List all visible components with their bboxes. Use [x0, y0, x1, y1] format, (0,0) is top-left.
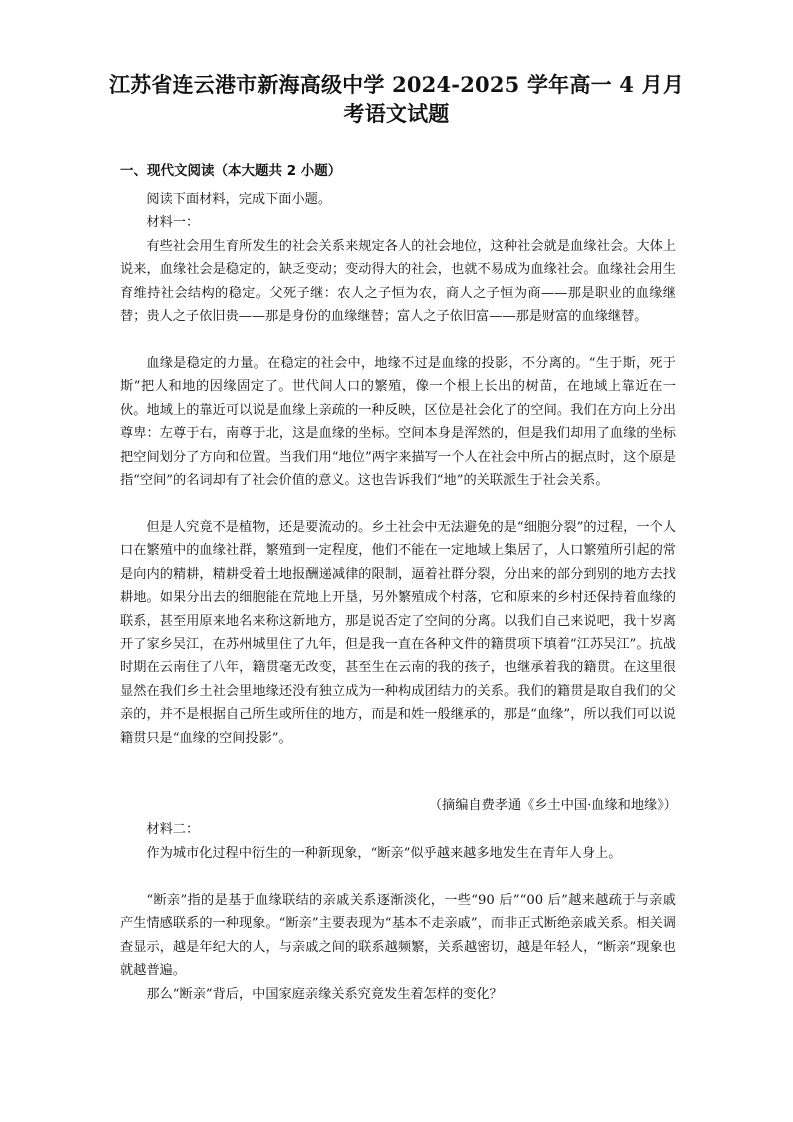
material-1-source: （摘编自费孝通《乡土中国·血缘和地缘》）: [428, 798, 677, 813]
material-2-paragraph-2: “断亲”指的是基于血缘联结的亲戚关系逐渐淡化，一些“90 后”“00 后”越来越疏于与亲戚产生情感联系的一种现象。“断亲”主要表现为“基本不走亲戚”，而非正式断绝亲戚关系。相关调查显示，越是年纪大的人，与亲戚之间的联系越频繁，关系越密切，越是年轻人，“断亲”现象也就越普遍。: [120, 893, 676, 979]
material-2-label: 材料二：: [146, 822, 200, 837]
exam-title-line-2: 考语文试题: [343, 101, 450, 126]
section-heading: 一、现代文阅读（本大题共 2 小题）: [120, 163, 342, 179]
material-1-paragraph-2: 血缘是稳定的力量。在稳定的社会中，地缘不过是血缘的投影，不分离的。“生于斯，死于斯”把人和地的因缘固定了。世代间人口的繁殖，像一个根上长出的树苗，在地域上靠近在一伙。地域上的靠近可以说是血缘上亲疏的一种反映，区位是社会化了的空间。我们在方向上分出尊卑：左尊于右，南尊于北，这是血缘的坐标。空间本身是浑然的，但是我们却用了血缘的坐标把空间划分了方向和位置。当我们用“地位”两字来描写一个人在社会中所占的据点时，这个原是指“空间”的名词却有了社会价值的意义。这也告诉我们“地”的关联派生于社会关系。: [120, 356, 676, 489]
material-1-paragraph-1: 有些社会用生育所发生的社会关系来规定各人的社会地位，这种社会就是血缘社会。大体上说来，血缘社会是稳定的，缺乏变动；变动得大的社会，也就不易成为血缘社会。血缘社会用生育维持社会结构的稳定。父死子继：农人之子恒为农，商人之子恒为商——那是职业的血缘继替；贵人之子依旧贵——那是身份的血缘继替；富人之子依旧富——那是财富的血缘继替。: [120, 239, 676, 325]
exam-title-line-1: 江苏省连云港市新海高级中学 2024-2025 学年高一 4 月月: [108, 72, 685, 97]
material-2-paragraph-1: 作为城市化过程中衍生的一种新现象，“断亲”似乎越来越多地发生在青年人身上。: [146, 846, 622, 861]
material-1-paragraph-3: 但是人究竟不是植物，还是要流动的。乡土社会中无法避免的是“细胞分裂”的过程，一个人口在繁殖中的血缘社群，繁殖到一定程度，他们不能在一定地域上集居了，人口繁殖所引起的常是向内的精耕，精耕受着土地报酬递减律的限制，逼着社群分裂，分出来的部分到别的地方去找耕地。如果分出去的细胞能在荒地上开垦，另外繁殖成个村落，它和原来的乡村还保持着血缘的联系，甚至用原来地名来称这新地方，那是说否定了空间的分离。以我们自己来说吧，我十岁离开了家乡吴江，在苏州城里住了九年，但是我一直在各种文件的籍贯项下填着“江苏吴江”。抗战时期在云南住了八年，籍贯毫无改变，甚至生在云南的我的孩子，也继承着我的籍贯。在这里很显然在我们乡土社会里地缘还没有独立成为一种构成团结力的关系。我们的籍贯是取自我们的父亲的，并不是根据自己所生或所住的地方，而是和姓一般继承的，那是“血缘”，所以我们可以说籍贯只是“血缘的空间投影”。: [120, 520, 676, 746]
reading-instruction: 阅读下面材料，完成下面小题。: [146, 192, 332, 207]
material-2-paragraph-3: 那么“断亲”背后，中国家庭亲缘关系究竟发生着怎样的变化？: [146, 987, 503, 1002]
material-1-label: 材料一：: [146, 215, 200, 230]
